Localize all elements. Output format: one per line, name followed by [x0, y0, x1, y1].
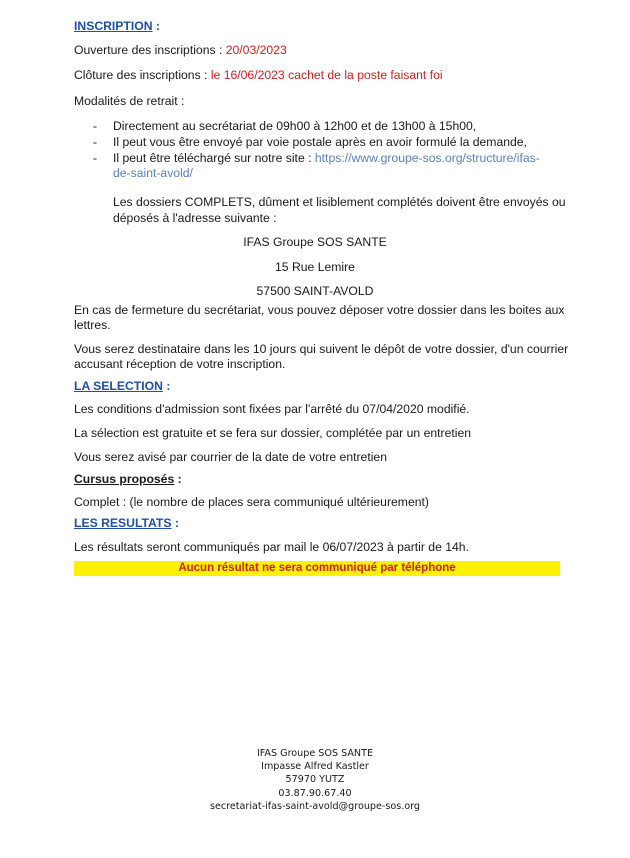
address-line: 15 Rue Lemire	[275, 260, 355, 274]
closure-line1: En cas de fermeture du secrétariat, vous pouvez déposer votre dossier dans les boites aux	[74, 303, 565, 317]
selection-line: Vous serez avisé par courrier de la date de votre entretien	[74, 450, 387, 464]
closing-label: Clôture des inscriptions :	[74, 68, 211, 82]
modalities-label: Modalités de retrait :	[74, 94, 185, 108]
selection-line: Les conditions d'admission sont fixées par l'arrêté du 07/04/2020 modifié.	[74, 402, 470, 416]
footer-contact	[180, 747, 450, 813]
results-text: Les résultats seront communiqués par mail le 06/07/2023 à partir de 14h.	[74, 540, 469, 554]
footer-street: Impasse Alfred Kastler	[261, 761, 369, 773]
warning-highlight	[74, 561, 560, 576]
list-item: Il peut vous être envoyé par voie postale après en avoir formulé la demande,	[113, 135, 527, 149]
footer-org: IFAS Groupe SOS SANTE	[256, 748, 374, 759]
results-heading: LES RESULTATS	[74, 516, 172, 530]
results-warning: Aucun résultat ne sera communiqué par téléphone	[178, 562, 456, 574]
selection-heading: LA SELECTION	[74, 379, 163, 393]
address-line: 57500 SAINT-AVOLD	[256, 284, 374, 298]
website-link[interactable]: https://www.groupe-sos.org/structure/ifas-	[314, 151, 540, 165]
address-line: IFAS Groupe SOS SANTE	[243, 235, 387, 249]
cursus-heading-line: Cursus proposés :	[74, 472, 182, 486]
cursus-heading: Cursus proposés	[74, 472, 175, 486]
inscription-heading: INSCRIPTION	[74, 19, 153, 33]
receipt-line2: accusant réception de votre inscription.	[74, 357, 286, 371]
opening-label: Ouverture des inscriptions :	[74, 43, 226, 57]
closing-line	[74, 68, 443, 83]
closing-value: le 16/06/2023 cachet de la poste faisant foi	[210, 68, 443, 82]
inscription-heading-line: INSCRIPTION :	[74, 19, 160, 33]
complete-files-line2: déposés à l'adresse suivante :	[113, 211, 277, 225]
list-item: Il peut être téléchargé sur notre site : https://www.groupe-sos.org/structure/ifas-	[113, 151, 540, 165]
complete-files-line1: Les dossiers COMPLETS, dûment et lisiblement complétés doivent être envoyés ou	[113, 195, 566, 209]
selection-heading-line: LA SELECTION :	[74, 379, 171, 393]
footer-phone: 03.87.90.67.40	[278, 787, 352, 799]
opening-date: 20/03/2023	[225, 43, 287, 57]
list-dash: -	[93, 135, 98, 149]
list-dash: -	[93, 119, 98, 133]
closure-line2: lettres.	[74, 318, 111, 332]
list-dash: -	[93, 151, 98, 165]
receipt-line1: Vous serez destinataire dans les 10 jours qui suivent le dépôt de votre dossier, d'un courrier	[74, 342, 569, 356]
list-item: Directement au secrétariat de 09h00 à 12h00 et de 13h00 à 15h00,	[113, 119, 477, 133]
selection-line: La sélection est gratuite et se fera sur dossier, complétée par un entretien	[74, 426, 471, 440]
cursus-text: Complet : (le nombre de places sera communiqué ultérieurement)	[74, 495, 429, 509]
website-link-continued[interactable]: de-saint-avold/	[113, 166, 193, 180]
results-heading-line: LES RESULTATS :	[74, 516, 179, 530]
footer-email[interactable]: secretariat-ifas-saint-avold@groupe-sos.org	[209, 800, 421, 812]
opening-line	[74, 43, 287, 58]
footer-city: 57970 YUTZ	[285, 774, 345, 786]
